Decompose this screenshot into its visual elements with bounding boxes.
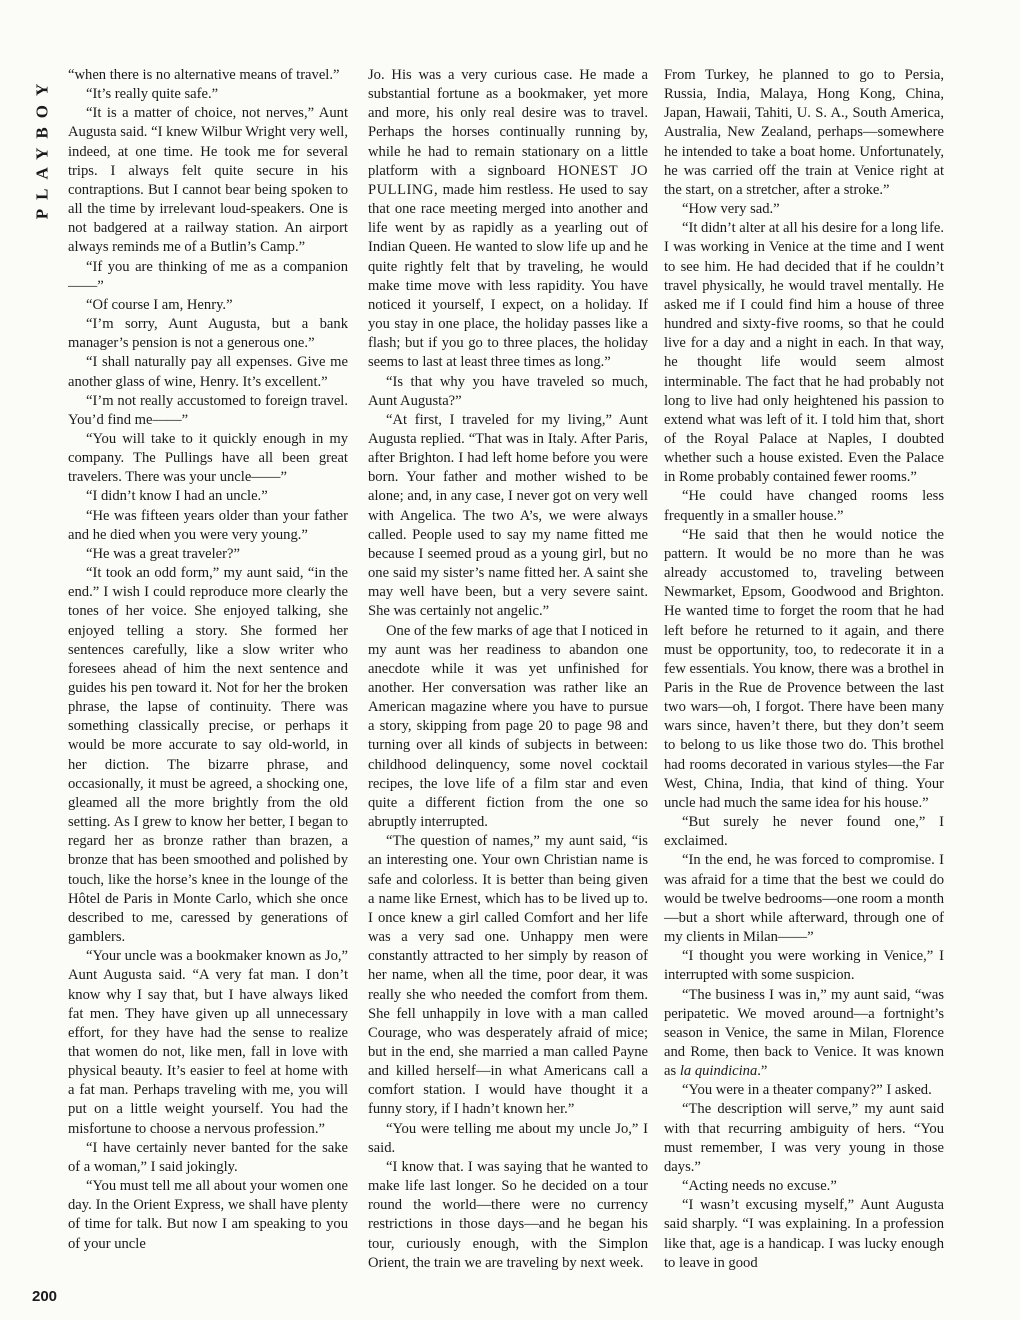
italic-term: la quindicina xyxy=(679,1063,758,1080)
paragraph: “At first, I traveled for my living,” Aunt Augusta replied. “That was in Italy. After Paris, after Brighton. I had left home before you were born. Your father and mother wished to be alone; and, in any case, I never got on very well with Angelica. The two A’s, we were always called. People used to say my name fitted me because I seemed proud as a young girl, but no one said my sister’s name fitted her. A saint she may well have been, but a very severe saint. She was certainly not angelic.” xyxy=(368,411,648,620)
paragraph: “In the end, he was forced to compromise. I was afraid for a time that the best we could do would be twelve bedrooms—one room a month—but a short while afterward, through one of my clients in Milan——” xyxy=(664,852,944,946)
paragraph: “He was fifteen years older than your father and he died when you were very young.” xyxy=(68,507,348,543)
paragraph: “I didn’t know I had an uncle.” xyxy=(86,488,268,505)
paragraph: “I thought you were working in Venice,” I interrupted with some suspicion. xyxy=(664,948,944,984)
paragraph: “If you are thinking of me as a companion——” xyxy=(68,258,348,294)
text-column-2 xyxy=(368,66,648,1294)
paragraph: “when there is no alternative means of travel.” xyxy=(68,67,340,83)
paragraph: “He was a great traveler?” xyxy=(86,545,240,562)
paragraph: From Turkey, he planned to go to Persia, Russia, India, Malaya, Hong Kong, China, Japan, Hawaii, Tahiti, U. S. A., South America, Australia, New Zealand, perhaps—somewhere he intended to take a boat home. Unfortunately, he was carried off the train at Venice right at the start, on a stretcher, after a stroke.” xyxy=(664,67,944,198)
paragraph: “I wasn’t excusing myself,” Aunt Augusta said sharply. “I was explaining. In a profession like that, age is a handicap. I was lucky enough to leave in good xyxy=(664,1197,944,1271)
text-run: Jo. His was a very curious case. He made a substantial fortune as a bookmaker, yet more and more, his only real desire was to travel. Perhaps the horses continually running by, while he had to remain stationary on a little platform with a signboard xyxy=(368,67,648,179)
paragraph: “But surely he never found one,” I exclaimed. xyxy=(664,814,944,850)
page-number: 200 xyxy=(32,1288,58,1305)
paragraph: “I’m sorry, Aunt Augusta, but a bank manager’s pension is not a generous one.” xyxy=(68,316,348,352)
paragraph: “Of course I am, Henry.” xyxy=(86,296,233,313)
paragraph: “It’s really quite safe.” xyxy=(86,86,219,103)
paragraph: “You will take to it quickly enough in my company. The Pullings have all been great travelers. There was your uncle——” xyxy=(68,430,348,486)
text-run: .” xyxy=(757,1063,768,1080)
paragraph xyxy=(368,66,648,373)
paragraph: “The question of names,” my aunt said, “is an interesting one. Your own Christian name is safe and colorless. It is better than being given a name like Ernest, which has to be lived up to. I once knew a girl called Comfort and her life was a very sad one. Unhappy men were constantly attracted to her simply by reason of her name, when all the time, poor dear, it was really she who needed the comfort from them. She fell unhappily in love with a man called Courage, who was desperately afraid of mice; but in the end, she married a man called Payne and killed herself—in what Americans call a comfort station. I would have thought it a funny story, if I hadn’t known her.” xyxy=(368,833,648,1118)
paragraph: “It didn’t alter at all his desire for a long life. I was working in Venice at the time and I went to see him. He had decided that if he couldn’t travel physically, he would travel mentally. He asked me if I could find him a house of three hundred and sixty-five rooms, so that he could live for a day and a night in each. In that way, he thought life would seem almost interminable. The fact that he had probably not long to live had only heightened his passion to extend what was left of it. I told him that, short of the Royal Palace at Naples, I doubted whether such a house existed. Even the Palace in Rome probably contained fewer rooms.” xyxy=(664,220,944,486)
paragraph: “You must tell me all about your women one day. In the Orient Express, we shall have plenty of time for talk. But now I am speaking to you of your uncle xyxy=(68,1178,348,1252)
paragraph: “The description will serve,” my aunt said with that recurring ambiguity of hers. “You must remember, I was very young in those days.” xyxy=(664,1101,944,1175)
paragraph: “It took an odd form,” my aunt said, “in the end.” I wish I could reproduce more clearly the tones of her voice. She enjoyed talking, she enjoyed telling a story. She formed her sentences carefully, like a slow writer who foresees ahead of him the next sentence and guides his pen toward it. Not for her the broken phrase, the lapse of continuity. There was something classically precise, or perhaps it would be more accurate to say old-world, in her diction. The bizarre phrase, and occasionally, it must be agreed, a shocking one, gleamed all the more brightly from the old setting. As I grew to know her better, I began to regard her as bronze rather than brazen, a bronze that has been smoothed and polished by touch, like the horse’s knee in the lounge of the Hôtel de Paris in Monte Carlo, which she once described to me, caressed by generations of gamblers. xyxy=(68,565,348,946)
magazine-name: PLAYBOY xyxy=(32,74,51,220)
paragraph: One of the few marks of age that I noticed in my aunt was her readiness to abandon one anecdote while it was yet unfinished for another. Her conversation was rather like an American magazine where you have to pursue a story, skipping from page 20 to page 98 and turning over all kinds of subjects in between: childhood delinquency, some novel cocktail recipes, the love life of a film star and even quite a different fiction from the one so abruptly interrupted. xyxy=(368,622,648,831)
paragraph: “Acting needs no excuse.” xyxy=(682,1178,837,1195)
paragraph: “How very sad.” xyxy=(682,201,780,218)
paragraph: “It is a matter of choice, not nerves,” Aunt Augusta said. “I knew Wilbur Wright very well, indeed, at one time. He took me for several trips. I always felt quite secure in his contraptions. But I cannot bear being spoken to all the time by irrelevant loud-speakers. One is not badgered at a railway station. An airport always reminds me of a Butlin’s Camp.” xyxy=(68,105,348,256)
text-run: “The business I was in,” my aunt said, “was peripatetic. We moved around—a fortnight’s season in Venice, the same in Milan, Florence and Rome, then back to Venice. It was known as xyxy=(664,986,944,1080)
paragraph: “I shall naturally pay all expenses. Give me another glass of wine, Henry. It’s excellent.” xyxy=(68,354,348,390)
signboard-text: HONEST JO PULLING xyxy=(368,162,648,198)
paragraph: “I have certainly never banted for the sake of a woman,” I said jokingly. xyxy=(68,1139,348,1175)
text-column-3 xyxy=(664,66,944,1294)
paragraph: “He said that then he would notice the pattern. It would be no more than he was already accustomed to, traveling between Newmarket, Epsom, Goodwood and Brighton. He wanted time to forget the room that he had left before he returned to it again, and there must be opportunity, too, to redecorate it in a few essentials. You know, there was a brothel in Paris in the Rue de Provence between the last two wars—oh, I forgot. There have been many wars since, haven’t there, but they don’t seem to belong to us like those two do. This brothel had rooms decorated in various styles—the Far West, China, India, that kind of thing. Your uncle had much the same idea for his house.” xyxy=(664,526,944,811)
text-run: , made him restless. He used to say that one race meeting merged into another and life went by as rapidly as a yearling out of Indian Queen. He wanted to slow life up and he quite rightly felt that by traveling, he would make time move with less rapidity. You have noticed it yourself, I expect, on a holiday. If you stay in one place, the holiday passes like a flash; but if you go to three places, the holiday seems to last at least three times as long.” xyxy=(368,181,648,371)
paragraph: “You were in a theater company?” I asked. xyxy=(682,1082,932,1099)
paragraph: “I know that. I was saying that he wanted to make life last longer. So he decided on a tour round the world—there were no currency restrictions in those days—and he began his tour, curiously enough, with the Simplon Orient, the train we are traveling by next week. xyxy=(368,1158,648,1271)
text-column-1 xyxy=(68,66,348,1294)
paragraph: “Your uncle was a bookmaker known as Jo,” Aunt Augusta said. “A very fat man. I don’t know why I say that, but I have always liked fat men. They have given up all unnecessary effort, for they have had the sense to realize that women do not, like men, fall in love with physical beauty. It’s easier to feel at home with a fat man. Perhaps traveling with me, you will put on a little weight yourself. You had the misfortune to choose a nervous profession.” xyxy=(68,948,348,1137)
paragraph xyxy=(664,986,944,1082)
paragraph: “He could have changed rooms less frequently in a smaller house.” xyxy=(664,488,944,524)
paragraph: “You were telling me about my uncle Jo,” I said. xyxy=(368,1120,648,1156)
paragraph: “I’m not really accustomed to foreign travel. You’d find me——” xyxy=(68,392,348,428)
magazine-masthead xyxy=(22,62,62,232)
paragraph: “Is that why you have traveled so much, Aunt Augusta?” xyxy=(368,373,648,409)
